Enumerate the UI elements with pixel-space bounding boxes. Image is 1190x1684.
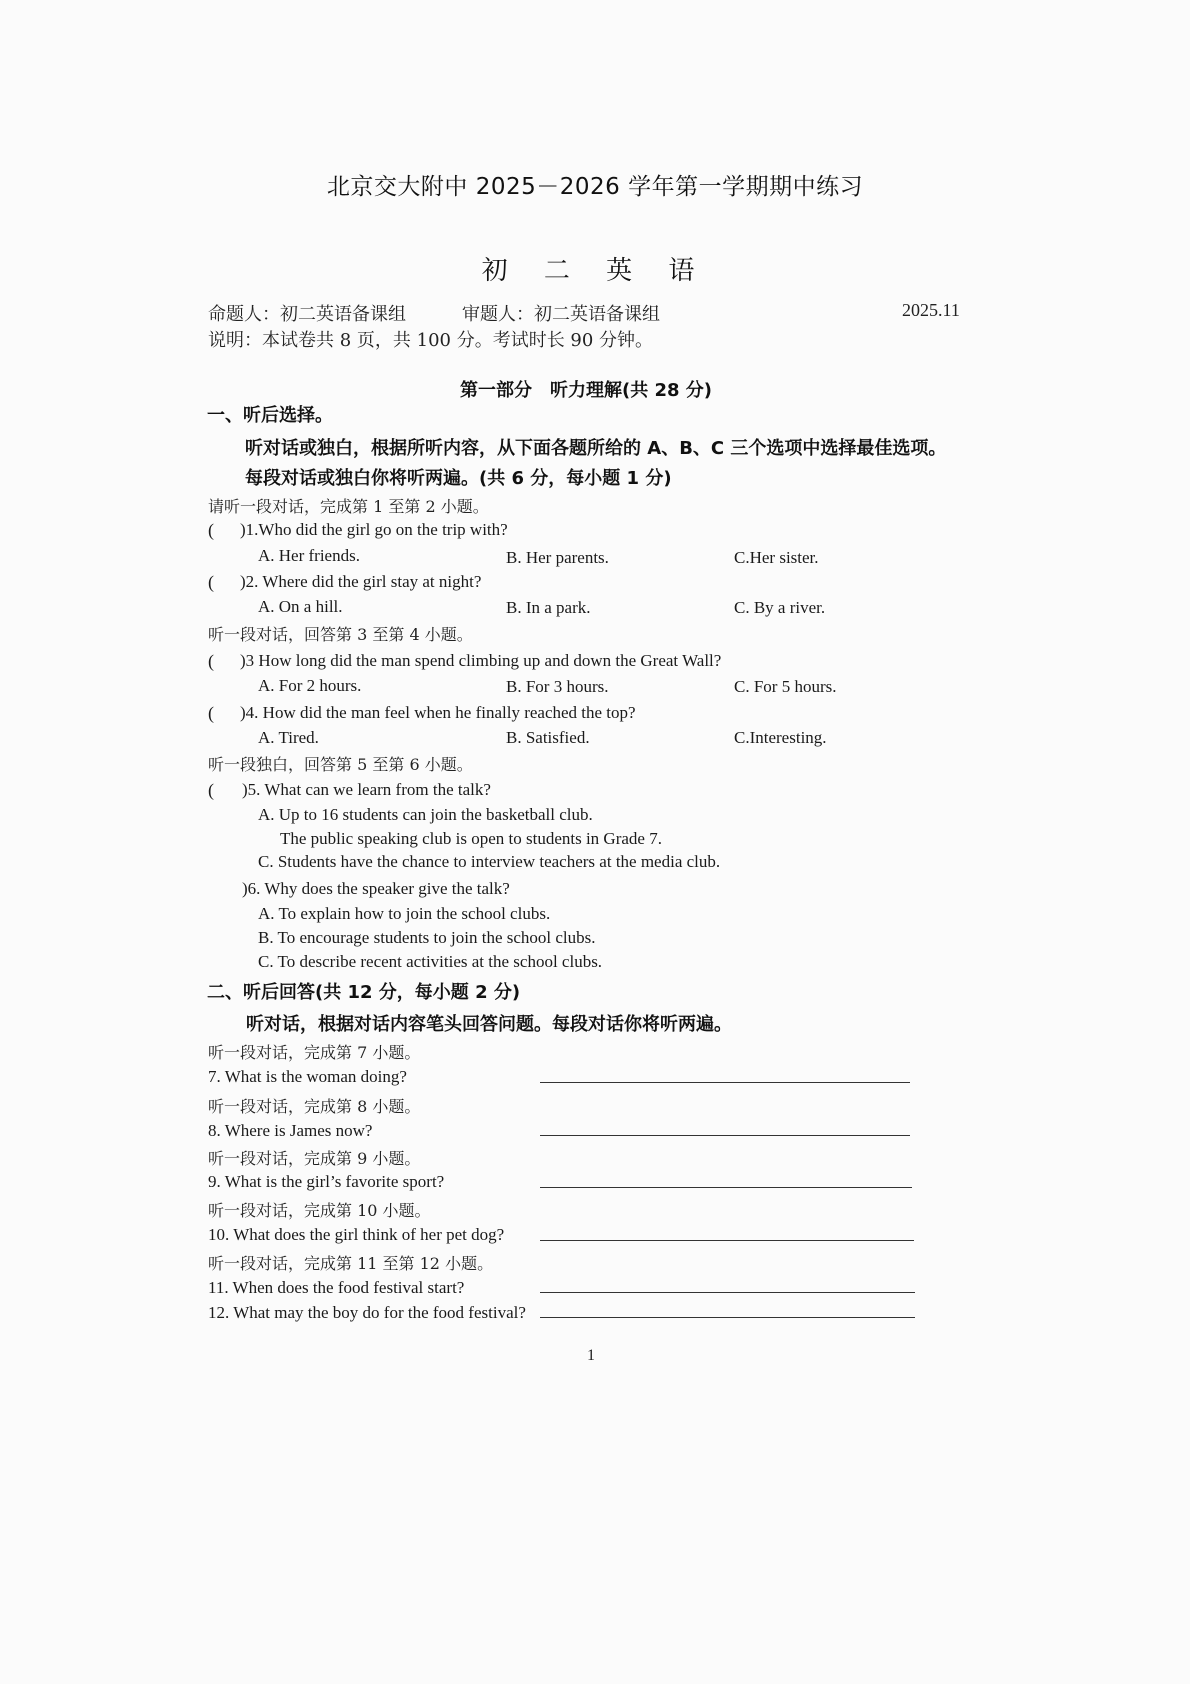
exam-instructions: 说明：本试卷共 8 页，共 100 分。考试时长 90 分钟。: [208, 330, 654, 351]
answer-paren-3[interactable]: (: [208, 651, 214, 671]
question-6-option-c: C. To describe recent activities at the school clubs.: [258, 952, 603, 971]
question-10: 10. What does the girl think of her pet dog?: [208, 1225, 505, 1244]
answer-paren-4[interactable]: (: [208, 703, 214, 723]
item-intro-8: 听一段对话，完成第 8 小题。: [208, 1097, 421, 1116]
question-5-option-a: A. Up to 16 students can join the basketball club.: [258, 805, 593, 824]
group-intro-2: 听一段对话，回答第 3 至第 4 小题。: [208, 625, 473, 644]
answer-paren-2[interactable]: (: [208, 572, 214, 592]
item-intro-10: 听一段对话，完成第 10 小题。: [208, 1201, 431, 1220]
group-intro-3: 听一段独白，回答第 5 至第 6 小题。: [208, 755, 473, 774]
answer-blank-12[interactable]: [540, 1317, 915, 1318]
question-4-option-b: B. Satisfied.: [506, 728, 590, 747]
exam-title: 北京交大附中 2025－2026 学年第一学期期中练习: [326, 174, 864, 200]
section2-instruction: 听对话，根据对话内容笔头回答问题。每段对话你将听两遍。: [246, 1014, 732, 1035]
question-8: 8. Where is James now?: [208, 1121, 373, 1140]
question-1-option-b: B. Her parents.: [506, 548, 609, 567]
answer-blank-8[interactable]: [540, 1135, 910, 1136]
question-5-option-b: The public speaking club is open to students in Grade 7.: [280, 829, 662, 848]
question-3-option-b: B. For 3 hours.: [506, 677, 609, 696]
question-12: 12. What may the boy do for the food festival?: [208, 1303, 526, 1322]
section1-instruction-2: 每段对话或独白你将听两遍。(共 6 分，每小题 1 分): [245, 468, 672, 489]
answer-blank-7[interactable]: [540, 1082, 910, 1083]
question-11: 11. When does the food festival start?: [208, 1278, 465, 1297]
question-setter: 命题人：初二英语备课组: [208, 304, 406, 325]
answer-blank-10[interactable]: [540, 1240, 914, 1241]
question-1-option-c: C.Her sister.: [734, 548, 819, 567]
question-1-option-a: A. Her friends.: [258, 546, 360, 565]
item-intro-9: 听一段对话，完成第 9 小题。: [208, 1149, 421, 1168]
question-3-option-a: A. For 2 hours.: [258, 676, 362, 695]
question-9: 9. What is the girl’s favorite sport?: [208, 1172, 445, 1191]
question-7: 7. What is the woman doing?: [208, 1067, 407, 1086]
exam-date: 2025.11: [902, 300, 960, 320]
answer-paren-5[interactable]: (: [208, 780, 214, 800]
question-5-stem: )5. What can we learn from the talk?: [242, 780, 491, 799]
item-intro-11-12: 听一段对话，完成第 11 至第 12 小题。: [208, 1254, 494, 1273]
question-6-stem: )6. Why does the speaker give the talk?: [242, 879, 510, 898]
section2-heading: 二、听后回答(共 12 分，每小题 2 分): [207, 982, 521, 1003]
answer-paren-1[interactable]: (: [208, 520, 214, 540]
question-4-stem: )4. How did the man feel when he finally reached the top?: [240, 703, 636, 722]
question-2-option-c: C. By a river.: [734, 598, 826, 617]
question-2-option-a: A. On a hill.: [258, 597, 343, 616]
part1-title: 第一部分 听力理解(共 28 分): [460, 380, 713, 401]
page-number: 1: [587, 1347, 595, 1364]
question-6-option-b: B. To encourage students to join the school clubs.: [258, 928, 596, 947]
question-4-option-c: C.Interesting.: [734, 728, 827, 747]
question-4-option-a: A. Tired.: [258, 728, 319, 747]
question-3-option-c: C. For 5 hours.: [734, 677, 837, 696]
question-2-stem: )2. Where did the girl stay at night?: [240, 572, 482, 591]
answer-blank-11[interactable]: [540, 1292, 915, 1293]
answer-blank-9[interactable]: [540, 1187, 912, 1188]
group-intro-1: 请听一段对话，完成第 1 至第 2 小题。: [208, 497, 489, 516]
item-intro-7: 听一段对话，完成第 7 小题。: [208, 1043, 421, 1062]
question-reviewer: 审题人：初二英语备课组: [462, 304, 660, 325]
section1-heading: 一、听后选择。: [207, 405, 333, 426]
question-6-option-a: A. To explain how to join the school clubs.: [258, 904, 551, 923]
question-3-stem: )3 How long did the man spend climbing up and down the Great Wall?: [240, 651, 722, 670]
exam-subject: 初 二 英 语: [481, 256, 709, 286]
question-1-stem: )1.Who did the girl go on the trip with?: [240, 520, 508, 539]
question-5-option-c: C. Students have the chance to interview teachers at the media club.: [258, 852, 721, 871]
question-2-option-b: B. In a park.: [506, 598, 591, 617]
section1-instruction-1: 听对话或独白，根据所听内容，从下面各题所给的 A、B、C 三个选项中选择最佳选项。: [245, 438, 947, 459]
